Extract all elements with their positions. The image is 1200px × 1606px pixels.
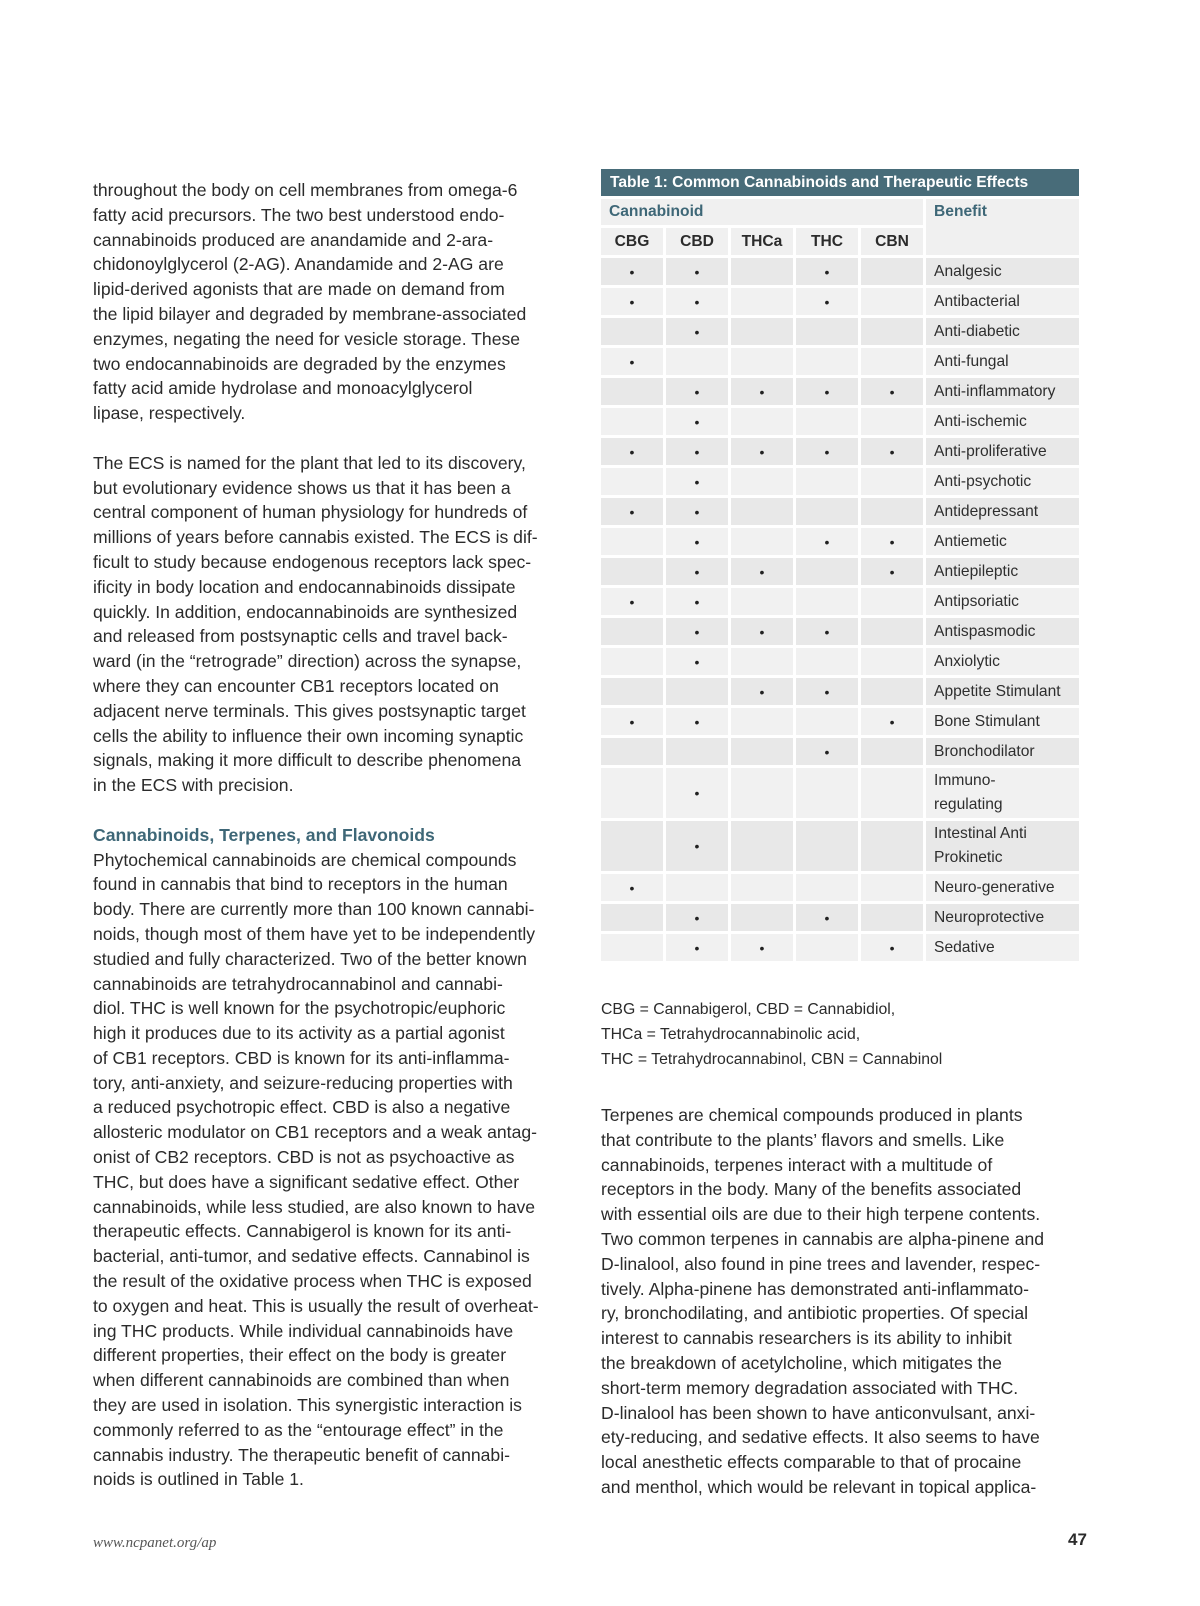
mark-cell-cbd [666, 588, 728, 615]
mark-cell-thc [796, 904, 858, 931]
mark-cell-thca [731, 348, 793, 375]
mark-cell-thca [731, 708, 793, 735]
bullet-mark: • [629, 879, 635, 896]
mark-cell-thc [796, 528, 858, 555]
mark-cell-thc [796, 498, 858, 525]
table-legend [601, 997, 1079, 1072]
bullet-mark: • [694, 909, 700, 926]
mark-cell-cbd [666, 288, 728, 315]
benefit-cell: Analgesic [926, 258, 1079, 285]
mark-cell-thc [796, 288, 858, 315]
benefit-cell: Anti-ischemic [926, 408, 1079, 435]
mark-cell-thc [796, 934, 858, 961]
benefit-cell: Anti-fungal [926, 348, 1079, 375]
bullet-mark: • [824, 683, 830, 700]
mark-cell-thca [731, 618, 793, 645]
bullet-mark: • [629, 353, 635, 370]
mark-cell-thc [796, 408, 858, 435]
benefit-cell: Bronchodilator [926, 738, 1079, 765]
mark-cell-thc [796, 258, 858, 285]
bullet-mark: • [759, 623, 765, 640]
mark-cell-cbn [861, 768, 923, 818]
table-row [601, 678, 1079, 705]
table-title: Table 1: Common Cannabinoids and Therapeutic Effects [601, 169, 1079, 196]
mark-cell-thca [731, 438, 793, 465]
mark-cell-thc [796, 378, 858, 405]
mark-cell-cbn [861, 678, 923, 705]
legend-line: THCa = Tetrahydrocannabinolic acid, [601, 1026, 861, 1043]
mark-cell-cbd [666, 934, 728, 961]
table-row [601, 378, 1079, 405]
mark-cell-cbd [666, 618, 728, 645]
bullet-mark: • [629, 503, 635, 520]
mark-cell-thca [731, 768, 793, 818]
mark-cell-cbg [601, 588, 663, 615]
legend-line: THC = Tetrahydrocannabinol, CBN = Cannabinol [601, 1051, 943, 1068]
table-row [601, 558, 1079, 585]
mark-cell-cbn [861, 258, 923, 285]
mark-cell-cbd [666, 498, 728, 525]
mark-cell-cbn [861, 874, 923, 901]
benefit-cell: Sedative [926, 934, 1079, 961]
benefit-cell: Anti-proliferative [926, 438, 1079, 465]
cannabinoid-group-header: Cannabinoid [601, 199, 923, 225]
benefit-cell: Appetite Stimulant [926, 678, 1079, 705]
bullet-mark: • [694, 713, 700, 730]
bullet-mark: • [629, 263, 635, 280]
bullet-mark: • [824, 623, 830, 640]
mark-cell-cbd [666, 768, 728, 818]
mark-cell-cbg [601, 618, 663, 645]
mark-cell-cbn [861, 618, 923, 645]
mark-cell-thc [796, 874, 858, 901]
mark-cell-cbg [601, 468, 663, 495]
mark-cell-cbd [666, 258, 728, 285]
mark-cell-cbg [601, 738, 663, 765]
mark-cell-cbg [601, 768, 663, 818]
benefit-cell: Neuro-generative [926, 874, 1079, 901]
bullet-mark: • [759, 563, 765, 580]
footer-url: www.ncpanet.org/ap [93, 1535, 217, 1551]
effects-table [598, 196, 1082, 964]
bullet-mark: • [629, 443, 635, 460]
mark-cell-cbg [601, 558, 663, 585]
mark-cell-thca [731, 821, 793, 871]
bullet-mark: • [759, 383, 765, 400]
right-body-paragraph: Terpenes are chemical compounds produced in plants that contribute to the plants’ flavors and smells. Like cannabinoids, terpenes interact with a multitude of receptors in the body. Many of the benefits associated with essential oils are due to their high terpene contents. Two common terpenes in cannabis are alpha-pinene and D-linalool, also found in pine trees and lavender, respec- tively. Alpha-pinene has demonstrated anti-inflammato- ry, bronchodilating, and antibiotic properties. Of special interest to cannabis researchers is its ability to inhibit the breakdown of acetylcholine, which mitigates the short-term memory degradation associated with THC. D-linalool has been shown to have anticonvulsant, anxi- ety-reducing, and sedative effects. It also seems to have local anesthetic effects comparable to that of procaine and menthol, which would be relevant in topical applica- [601, 1105, 1045, 1497]
mark-cell-cbg [601, 708, 663, 735]
mark-cell-cbn [861, 408, 923, 435]
mark-cell-cbd [666, 708, 728, 735]
mark-cell-cbd [666, 874, 728, 901]
bullet-mark: • [694, 939, 700, 956]
mark-cell-cbn [861, 318, 923, 345]
bullet-mark: • [694, 503, 700, 520]
mark-cell-cbn [861, 438, 923, 465]
bullet-mark: • [889, 383, 895, 400]
bullet-mark: • [694, 293, 700, 310]
bullet-mark: • [889, 939, 895, 956]
mark-cell-cbg [601, 408, 663, 435]
mark-cell-thc [796, 468, 858, 495]
benefit-cell: Antibacterial [926, 288, 1079, 315]
column-header-cbn: CBN [861, 228, 923, 255]
bullet-mark: • [824, 383, 830, 400]
bullet-mark: • [629, 593, 635, 610]
mark-cell-thca [731, 318, 793, 345]
mark-cell-cbd [666, 904, 728, 931]
bullet-mark: • [824, 909, 830, 926]
bullet-mark: • [694, 473, 700, 490]
mark-cell-cbn [861, 558, 923, 585]
benefit-cell: Antipsoriatic [926, 588, 1079, 615]
table-row [601, 904, 1079, 931]
mark-cell-cbg [601, 528, 663, 555]
bullet-mark: • [694, 563, 700, 580]
bullet-mark: • [694, 263, 700, 280]
legend-line: CBG = Cannabigerol, CBD = Cannabidiol, [601, 1001, 896, 1018]
benefit-cell: Anti-psychotic [926, 468, 1079, 495]
bullet-mark: • [694, 838, 700, 854]
mark-cell-thca [731, 738, 793, 765]
mark-cell-thc [796, 648, 858, 675]
mark-cell-thca [731, 378, 793, 405]
mark-cell-cbn [861, 904, 923, 931]
mark-cell-thc [796, 558, 858, 585]
benefit-cell: Intestinal Anti Prokinetic [926, 821, 1079, 871]
mark-cell-cbn [861, 588, 923, 615]
mark-cell-cbd [666, 648, 728, 675]
mark-cell-thca [731, 934, 793, 961]
mark-cell-cbg [601, 378, 663, 405]
mark-cell-cbg [601, 648, 663, 675]
bullet-mark: • [824, 443, 830, 460]
bullet-mark: • [759, 939, 765, 956]
mark-cell-cbn [861, 378, 923, 405]
mark-cell-thca [731, 528, 793, 555]
table-row [601, 348, 1079, 375]
mark-cell-thc [796, 708, 858, 735]
mark-cell-thc [796, 588, 858, 615]
benefit-cell: Immuno- regulating [926, 768, 1079, 818]
bullet-mark: • [694, 323, 700, 340]
mark-cell-cbd [666, 468, 728, 495]
mark-cell-thca [731, 468, 793, 495]
benefit-cell: Neuroprotective [926, 904, 1079, 931]
table-row [601, 528, 1079, 555]
benefit-cell: Anti-inflammatory [926, 378, 1079, 405]
benefit-cell: Antispasmodic [926, 618, 1079, 645]
table-row [601, 318, 1079, 345]
body-paragraph-3: Phytochemical cannabinoids are chemical compounds found in cannabis that bind to receptors in the human body. There are currently more than 100 known cannabi- noids, though most of them have yet to be independently studied and fully characterized. Two of the better known cannabinoids are tetrahydrocannabinol and cannabi- diol. THC is well known for the psychotropic/euphoric high it produces due to its activity as a partial agonist of CB1 receptors. CBD is known for its anti-inflamma- tory, anti-anxiety, and seizure-reducing properties with a reduced psychotropic effect. CBD is also a negative allosteric modulator on CB1 receptors and a weak antag- onist of CB2 receptors. CBD is not as psychoactive as THC, but does have a significant sedative effect. Other cannabinoids, while less studied, are also known to have therapeutic effects. Cannabigerol is known for its anti- bacterial, anti-tumor, and sedative effects. Cannabinol is the result of the oxidative process when THC is exposed to oxygen and heat. This is usually the result of overheat- ing THC products. While individual cannabinoids have different properties, their effect on the body is greater when different cannabinoids are combined than when they are used in isolation. This synergistic interaction is commonly referred to as the “entourage effect” in the cannabis industry. The therapeutic benefit of cannabi- noids is outlined in Table 1. [93, 849, 539, 1490]
mark-cell-cbg [601, 874, 663, 901]
mark-cell-cbg [601, 498, 663, 525]
mark-cell-cbg [601, 438, 663, 465]
table-row [601, 408, 1079, 435]
table-row [601, 468, 1079, 495]
mark-cell-cbn [861, 708, 923, 735]
mark-cell-thca [731, 288, 793, 315]
benefit-cell: Antiemetic [926, 528, 1079, 555]
column-header-cbd: CBD [666, 228, 728, 255]
mark-cell-cbg [601, 258, 663, 285]
mark-cell-cbg [601, 288, 663, 315]
benefit-cell: Antiepileptic [926, 558, 1079, 585]
mark-cell-cbd [666, 678, 728, 705]
mark-cell-cbd [666, 348, 728, 375]
table-row [601, 588, 1079, 615]
mark-cell-thc [796, 738, 858, 765]
mark-cell-cbd [666, 408, 728, 435]
bullet-mark: • [694, 653, 700, 670]
column-header-thca: THCa [731, 228, 793, 255]
mark-cell-cbn [861, 468, 923, 495]
table-row [601, 648, 1079, 675]
column-header-thc: THC [796, 228, 858, 255]
bullet-mark: • [694, 413, 700, 430]
mark-cell-cbd [666, 378, 728, 405]
table-group-header-row [601, 199, 1079, 225]
mark-cell-thca [731, 258, 793, 285]
bullet-mark: • [889, 713, 895, 730]
bullet-mark: • [694, 785, 700, 801]
table-row [601, 821, 1079, 871]
bullet-mark: • [694, 533, 700, 550]
body-paragraph-1: throughout the body on cell membranes from omega-6 fatty acid precursors. The two best understood endo- cannabinoids produced are anandamide and 2-ara- chidonoylglycerol (2-AG). Anandamide and 2-AG are lipid-derived agonists that are made on demand from the lipid bilayer and degraded by membrane-associated enzymes, negating the need for vesicle storage. These two endocannabinoids are degraded by the enzymes fatty acid amide hydrolase and monoacylglycerol lipase, respectively. [93, 180, 527, 424]
mark-cell-cbg [601, 821, 663, 871]
mark-cell-thca [731, 648, 793, 675]
table-row [601, 738, 1079, 765]
mark-cell-cbn [861, 821, 923, 871]
mark-cell-thca [731, 588, 793, 615]
mark-cell-cbd [666, 558, 728, 585]
mark-cell-cbg [601, 934, 663, 961]
mark-cell-cbd [666, 738, 728, 765]
mark-cell-thca [731, 558, 793, 585]
column-header-cbg: CBG [601, 228, 663, 255]
mark-cell-cbn [861, 738, 923, 765]
mark-cell-thca [731, 678, 793, 705]
benefit-cell: Anxiolytic [926, 648, 1079, 675]
bullet-mark: • [889, 443, 895, 460]
mark-cell-thc [796, 618, 858, 645]
table-row [601, 708, 1079, 735]
cannabinoid-table [601, 169, 1079, 964]
mark-cell-cbd [666, 438, 728, 465]
mark-cell-cbn [861, 498, 923, 525]
mark-cell-cbd [666, 318, 728, 345]
mark-cell-thca [731, 874, 793, 901]
benefit-header: Benefit [926, 199, 1079, 255]
section-heading: Cannabinoids, Terpenes, and Flavonoids [93, 824, 435, 845]
table-row [601, 258, 1079, 285]
mark-cell-thc [796, 768, 858, 818]
mark-cell-cbg [601, 318, 663, 345]
table-body [601, 258, 1079, 961]
bullet-mark: • [889, 563, 895, 580]
bullet-mark: • [824, 533, 830, 550]
table-row [601, 618, 1079, 645]
table-row [601, 874, 1079, 901]
bullet-mark: • [759, 443, 765, 460]
mark-cell-cbg [601, 904, 663, 931]
left-column [93, 178, 575, 1492]
table-row [601, 768, 1079, 818]
mark-cell-cbn [861, 288, 923, 315]
bullet-mark: • [824, 743, 830, 760]
table-row [601, 288, 1079, 315]
mark-cell-thca [731, 904, 793, 931]
mark-cell-thc [796, 821, 858, 871]
mark-cell-cbd [666, 528, 728, 555]
bullet-mark: • [694, 593, 700, 610]
mark-cell-thc [796, 438, 858, 465]
mark-cell-cbn [861, 648, 923, 675]
bullet-mark: • [694, 443, 700, 460]
page-number: 47 [1068, 1530, 1087, 1549]
mark-cell-cbd [666, 821, 728, 871]
mark-cell-thc [796, 678, 858, 705]
mark-cell-cbn [861, 528, 923, 555]
benefit-cell: Antidepressant [926, 498, 1079, 525]
mark-cell-thca [731, 408, 793, 435]
mark-cell-thc [796, 348, 858, 375]
mark-cell-thc [796, 318, 858, 345]
table-row [601, 934, 1079, 961]
mark-cell-thca [731, 498, 793, 525]
mark-cell-cbg [601, 678, 663, 705]
body-paragraph-2: The ECS is named for the plant that led to its discovery, but evolutionary evidence shows us that it has been a central component of human physiology for hundreds of millions of years before cannabis existed. The ECS is dif- ficult to study because endogenous receptors lack spec- ificity in body location and endocannabinoids dissipate quickly. In addition, endocannabinoids are synthesized and released from postsynaptic cells and travel back- ward (in the “retrograde” direction) across the synapse, where they can encounter CB1 receptors located on adjacent nerve terminals. This gives postsynaptic target cells the ability to influence their own incoming synaptic signals, making it more difficult to describe phenomena in the ECS with precision. [93, 452, 538, 796]
bullet-mark: • [694, 623, 700, 640]
mark-cell-cbn [861, 348, 923, 375]
bullet-mark: • [824, 293, 830, 310]
benefit-cell: Anti-diabetic [926, 318, 1079, 345]
mark-cell-cbg [601, 348, 663, 375]
bullet-mark: • [694, 383, 700, 400]
bullet-mark: • [629, 713, 635, 730]
benefit-cell: Bone Stimulant [926, 708, 1079, 735]
bullet-mark: • [824, 263, 830, 280]
bullet-mark: • [889, 533, 895, 550]
table-row [601, 498, 1079, 525]
table-row [601, 438, 1079, 465]
bullet-mark: • [759, 683, 765, 700]
mark-cell-cbn [861, 934, 923, 961]
bullet-mark: • [629, 293, 635, 310]
